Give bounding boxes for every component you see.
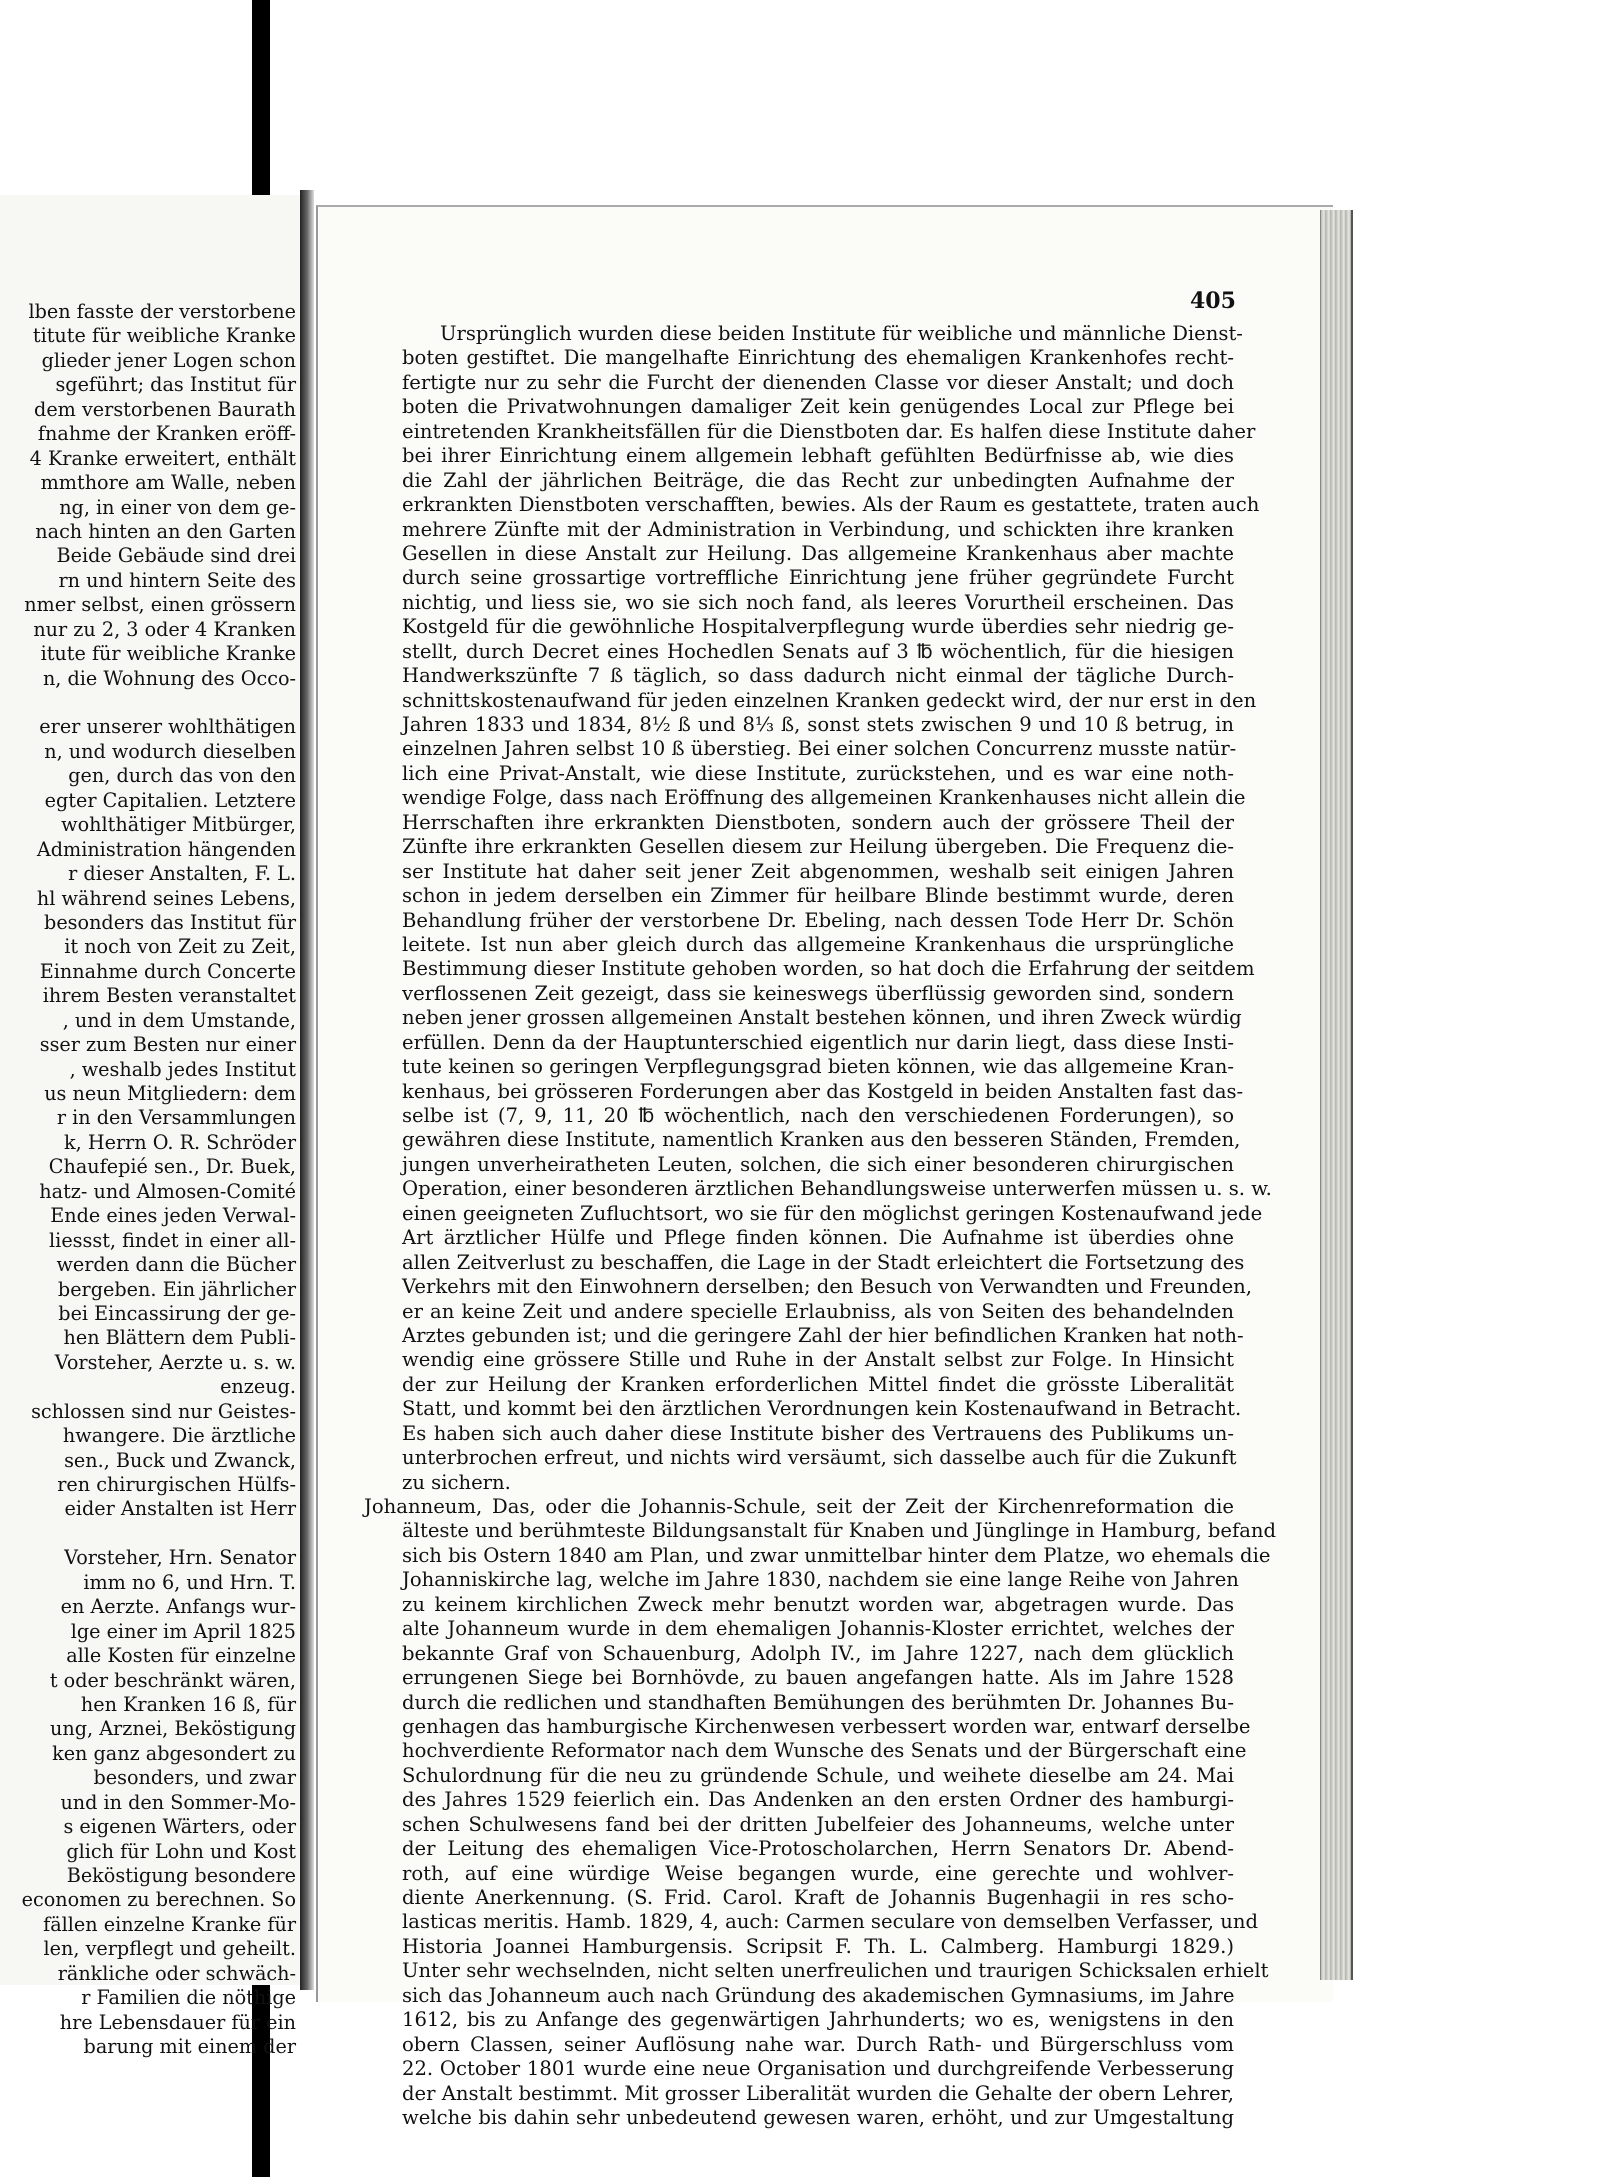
- left-page-line: imm no 6, und Hrn. T.: [83, 1570, 296, 1594]
- text-line: verflossenen Zeit gezeigt, dass sie keineswegs überflüssig geworden sind, sondern: [402, 981, 1234, 1005]
- left-page-line: eider Anstalten ist Herr: [64, 1497, 296, 1521]
- text-line: einzelnen Jahren selbst 10 ß überstieg. Bei einer solchen Concurrenz musste natür-: [402, 737, 1237, 761]
- left-page-line: Vorsteher, Hrn. Senator: [64, 1546, 296, 1570]
- text-line: schon in jedem derselben ein Zimmer für heilbare Blinde bestimmt wurde, deren: [402, 884, 1234, 908]
- left-page-line: alle Kosten für einzelne: [66, 1644, 296, 1668]
- text-line: erfüllen. Denn da der Hauptunterschied eigentlich nur darin liegt, dass diese Insti-: [402, 1030, 1234, 1054]
- left-page-line: titute für weibliche Kranke: [32, 324, 296, 348]
- text-line: des Jahres 1529 feierlich ein. Das Andenken an den ersten Ordner des hamburgi-: [402, 1788, 1234, 1812]
- left-page: [0, 195, 302, 2059]
- text-line: Arztes gebunden ist; und die geringere Zahl der hier befindlichen Kranken hat noth-: [402, 1323, 1244, 1347]
- text-line: schnittskostenaufwand für jeden einzelnen Kranken gedeckt wird, der nur erst in den: [402, 688, 1257, 712]
- text-line: durch die redlichen und standhaften Bemühungen des berühmten Dr. Johannes Bu-: [402, 1690, 1234, 1714]
- text-line: Johanniskirche lag, welche im Jahre 1830, nachdem sie eine lange Reihe von Jahren: [402, 1568, 1239, 1592]
- text-line: der zur Heilung der Kranken erforderlichen Mittel findet die grösste Liberalität: [402, 1372, 1234, 1396]
- text-line: älteste und berühmteste Bildungsanstalt für Knaben und Jünglinge in Hamburg, befand: [402, 1519, 1277, 1543]
- left-page-line: ng, in einer von dem ge-: [59, 495, 296, 519]
- text-line: 22. October 1801 wurde eine neue Organisation und durchgreifende Verbesserung: [402, 2057, 1234, 2081]
- left-page-line: itute für weibliche Kranke: [40, 642, 296, 666]
- text-line: Verkehrs mit den Einwohnern derselben; den Besuch von Verwandten und Freunden,: [402, 1275, 1253, 1299]
- text-line: schen Schulwesens fand bei der dritten Jubelfeier des Johanneums, welche unter: [402, 1812, 1234, 1836]
- left-page-line: s eigenen Wärters, oder: [63, 1815, 296, 1839]
- left-page-line: n, die Wohnung des Occo-: [42, 666, 296, 690]
- text-line: zu keinem kirchlichen Zweck mehr benutzt worden war, abgetragen wurde. Das: [402, 1592, 1234, 1616]
- left-page-line: lge einer im April 1825: [70, 1619, 296, 1643]
- text-line: diente Anerkennung. (S. Frid. Carol. Kraft de Johannis Bugenhagii in res scho-: [402, 1886, 1234, 1909]
- left-page-line: Ende eines jeden Verwal-: [50, 1204, 296, 1228]
- left-page-line: erer unserer wohlthätigen: [39, 715, 296, 739]
- left-page-line: hl während seines Lebens,: [36, 886, 296, 910]
- text-line: Behandlung früher der verstorbene Dr. Ebeling, nach dessen Tode Herr Dr. Schön: [402, 908, 1234, 932]
- left-page-line: Chaufepié sen., Dr. Buek,: [48, 1155, 296, 1179]
- text-line: genhagen das hamburgische Kirchenwesen verbessert worden war, entwarf derselbe: [402, 1714, 1251, 1738]
- left-page-line: besonders das Institut für: [44, 910, 296, 934]
- text-line: jungen unverheiratheten Leuten, solchen, die sich einer besonderen chirurgischen: [402, 1152, 1234, 1176]
- text-line: lich eine Privat-Anstalt, wie diese Institute, zurückstehen, und es war eine noth-: [402, 761, 1234, 785]
- text-line: Operation, einer besonderen ärztlichen Behandlungsweise unterwerfen müssen u. s. w.: [402, 1177, 1272, 1201]
- left-page-line: [0, 1522, 296, 1546]
- left-page-line: sser zum Besten nur einer: [39, 1033, 296, 1057]
- left-page-line: len, verpflegt und geheilt.: [43, 1937, 296, 1961]
- left-page-line: rn und hintern Seite des: [58, 568, 296, 592]
- left-page-line: hen Kranken 16 ß, für: [80, 1692, 296, 1716]
- left-page-line: , und in dem Umstande,: [62, 1008, 296, 1032]
- text-line: ser Institute hat daher seit jener Zeit abgenommen, weshalb seit einigen Jahren: [402, 859, 1234, 883]
- text-line: eintretenden Krankheitsfällen für die Dienstboten dar. Es halfen diese Institute daher: [402, 419, 1256, 443]
- left-page-line: Administration hängenden: [36, 837, 296, 861]
- text-line: Johanneum, Das, oder die Johannis-Schule, seit der Zeit der Kirchenreformation die: [364, 1495, 1234, 1518]
- text-line: Zünfte ihre erkrankten Gesellen diesem zur Heilung übergeben. Die Frequenz die-: [402, 835, 1234, 859]
- text-line: selbe ist (7, 9, 11, 20 ℔ wöchentlich, nach den verschiedenen Forderungen), so: [402, 1104, 1234, 1127]
- text-line: Bestimmung dieser Institute gehoben worden, so hat doch die Erfahrung der seitdem: [402, 957, 1255, 981]
- main-text-column: [364, 322, 1277, 2130]
- text-line: Schulordnung für die neu zu gründende Schule, und weihete dieselbe am 24. Mai: [402, 1763, 1234, 1787]
- text-line: Herrschaften ihre erkrankten Dienstboten, sondern auch der grössere Theil der: [402, 810, 1234, 834]
- text-line: tute keinen so geringen Verpflegungsgrad bieten können, wie das allgemeine Kran-: [402, 1055, 1234, 1079]
- text-line: obern Classen, seiner Auflösung nahe war. Durch Rath- und Bürgerschluss vom: [402, 2032, 1234, 2056]
- text-line: allen Zeitverlust zu beschaffen, die Lage in der Stadt erleichtert die Fortsetzung des: [402, 1250, 1245, 1274]
- left-page-line: hatz- und Almosen-Comité: [39, 1179, 296, 1203]
- text-line: neben jener grossen allgemeinen Anstalt bestehen können, und ihren Zweck würdig: [402, 1006, 1242, 1030]
- left-page-line: sen., Buck und Zwanck,: [64, 1448, 296, 1472]
- book-gutter: [300, 190, 314, 1990]
- left-page-line: en Aerzte. Anfangs wur-: [60, 1595, 296, 1619]
- left-page-line: nur zu 2, 3 oder 4 Kranken: [33, 617, 296, 641]
- left-page-line: r Familien die nöthige: [81, 1986, 296, 2010]
- text-line: nichtig, und liess sie, wo sie sich noch fand, als leeres Vorurtheil erscheinen. Das: [402, 590, 1234, 614]
- text-line: zu sichern.: [402, 1470, 511, 1494]
- left-page-line: k, Herrn O. R. Schröder: [64, 1130, 296, 1154]
- text-line: Ursprünglich wurden diese beiden Institute für weibliche und männliche Dienst-: [440, 322, 1243, 345]
- text-line: bekannte Graf von Schauenburg, Adolph IV., im Jahre 1227, nach dem glücklich: [402, 1641, 1234, 1665]
- left-page-line: Beköstigung besondere: [66, 1864, 296, 1887]
- text-line: boten die Privatwohnungen damaliger Zeit kein genügendes Local zur Pflege bei: [402, 395, 1234, 419]
- left-page-line: nmer selbst, einen grössern: [24, 593, 296, 617]
- text-line: Unter sehr wechselnden, nicht selten unerfreulichen und traurigen Schicksalen erhielt: [402, 1959, 1269, 1983]
- text-line: erkrankten Dienstboten verschafften, bewies. Als der Raum es gestattete, traten auch: [402, 493, 1260, 517]
- text-line: Historia Joannei Hamburgensis. Scripsit F. Th. L. Calmberg. Hamburgi 1829.): [402, 1934, 1234, 1958]
- text-line: Es haben sich auch daher diese Institute bisher des Vertrauens des Publikums un-: [402, 1421, 1234, 1445]
- left-page-line: nach hinten an den Garten: [35, 519, 296, 543]
- text-line: gewähren diese Institute, namentlich Kranken aus den besseren Ständen, Fremden,: [402, 1128, 1241, 1152]
- left-page-line: us neun Mitgliedern: dem: [44, 1082, 296, 1105]
- text-line: boten gestiftet. Die mangelhafte Einrichtung des ehemaligen Krankenhofes recht-: [402, 346, 1234, 370]
- text-line: Art ärztlicher Hülfe und Pflege finden können. Die Aufnahme ist überdies ohne: [402, 1226, 1234, 1250]
- left-page-line: lben fasste der verstorbene: [28, 300, 296, 323]
- text-line: mehrere Zünfte mit der Administration in Verbindung, und schickten ihre kranken: [402, 517, 1234, 541]
- text-line: leitete. Ist nun aber gleich durch das allgemeine Krankenhaus die ursprüngliche: [402, 932, 1234, 956]
- left-page-line: fällen einzelne Kranke für: [43, 1912, 296, 1936]
- left-page-line: [0, 691, 296, 715]
- text-line: Gesellen in diese Anstalt zur Heilung. Das allgemeine Krankenhaus aber machte: [402, 541, 1234, 565]
- left-page-line: besonders, und zwar: [93, 1766, 296, 1790]
- left-page-line: egter Capitalien. Letztere: [44, 788, 296, 812]
- left-page-line: glich für Lohn und Kost: [66, 1839, 296, 1863]
- text-line: alte Johanneum wurde in dem ehemaligen Johannis-Kloster errichtet, welches der: [402, 1617, 1234, 1641]
- text-line: der Anstalt bestimmt. Mit grosser Liberalität wurden die Gehalte der obern Lehrer,: [402, 2081, 1234, 2105]
- text-line: hochverdiente Reformator nach dem Wunsche des Senats und der Bürgerschaft eine: [402, 1739, 1247, 1763]
- text-line: bei ihrer Einrichtung einem allgemein lebhaft gefühlten Bedürfnisse ab, wie dies: [402, 444, 1234, 468]
- text-line: kenhaus, bei grösseren Forderungen aber das Kostgeld in beiden Anstalten fast das-: [402, 1079, 1244, 1103]
- left-page-line: ren chirurgischen Hülfs-: [57, 1473, 296, 1496]
- text-line: sich bis Ostern 1840 am Plan, und zwar unmittelbar hinter dem Platze, wo ehemals die: [402, 1543, 1271, 1567]
- left-page-line: liessst, findet in einer all-: [49, 1228, 296, 1252]
- left-page-line: ken ganz abgesondert zu: [52, 1741, 296, 1765]
- left-page-line: it noch von Zeit zu Zeit,: [64, 935, 296, 959]
- left-page-line: enzeug.: [220, 1375, 296, 1399]
- left-page-line: hre Lebensdauer für ein: [59, 2010, 296, 2034]
- text-line: unterbrochen erfreut, und nichts wird versäumt, sich dasselbe auch für die Zukunft: [402, 1446, 1237, 1470]
- text-line: der Leitung des ehemaligen Vice-Protoscholarchen, Herrn Senators Dr. Abend-: [402, 1837, 1234, 1861]
- page-number: 405: [1190, 288, 1236, 314]
- text-line: wendige Folge, dass nach Eröffnung des allgemeinen Krankenhauses nicht allein die: [402, 786, 1246, 810]
- left-page-text: [0, 300, 296, 2060]
- left-page-line: economen zu berechnen. So: [21, 1888, 296, 1912]
- left-page-line: werden dann die Bücher: [56, 1253, 296, 1277]
- left-page-line: barung mit einem der: [83, 2035, 296, 2059]
- text-line: welche bis dahin sehr unbedeutend gewesen waren, erhöht, und zur Umgestaltung: [402, 2105, 1234, 2129]
- left-page-line: gen, durch das von den: [68, 764, 296, 788]
- left-page-line: Beide Gebäude sind drei: [56, 544, 296, 568]
- left-page-line: n, und wodurch dieselben: [44, 739, 296, 763]
- text-line: fertigte nur zu sehr die Furcht der dienenden Classe vor dieser Anstalt; und doch: [402, 370, 1234, 394]
- left-page-line: 4 Kranke erweitert, enthält: [29, 446, 296, 470]
- left-page-line: Vorsteher, Aerzte u. s. w.: [54, 1350, 296, 1374]
- text-line: er an keine Zeit und andere specielle Erlaubniss, als von Seiten des behandelnden: [402, 1299, 1234, 1323]
- left-page-line: , weshalb jedes Institut: [69, 1057, 296, 1081]
- left-page-line: bei Eincassirung der ge-: [58, 1301, 296, 1325]
- left-page-line: t oder beschränkt wären,: [49, 1668, 296, 1692]
- text-line: Kostgeld für die gewöhnliche Hospitalverpflegung wurde überdies sehr niedrig ge-: [402, 615, 1234, 639]
- text-line: durch seine grossartige vortreffliche Einrichtung jene früher gegründete Furcht: [402, 566, 1234, 590]
- left-page-line: dem verstorbenen Baurath: [34, 397, 296, 421]
- left-page-line: wohlthätiger Mitbürger,: [61, 813, 296, 837]
- left-page-line: und in den Sommer-Mo-: [60, 1790, 296, 1814]
- left-page-line: ränkliche oder schwäch-: [57, 1961, 296, 1985]
- left-page-line: bergeben. Ein jährlicher: [57, 1277, 296, 1301]
- left-page-line: r in den Versammlungen: [56, 1106, 296, 1130]
- text-line: Statt, und kommt bei den ärztlichen Verordnungen kein Kostenaufwand in Betracht.: [402, 1397, 1242, 1421]
- text-line: Jahren 1833 und 1834, 8½ ß und 8⅓ ß, sonst stets zwischen 9 und 10 ß betrug, in: [402, 713, 1234, 736]
- left-page-line: fnahme der Kranken eröff-: [37, 422, 296, 446]
- left-page-line: ihrem Besten veranstaltet: [42, 984, 296, 1008]
- frame-bar-top: [252, 0, 270, 215]
- text-line: errungenen Siege bei Bornhövde, zu bauen angefangen hatte. Als im Jahre 1528: [402, 1666, 1234, 1690]
- left-page-line: mmthore am Walle, neben: [40, 471, 296, 495]
- left-page-line: schlossen sind nur Geistes-: [31, 1399, 296, 1423]
- text-line: Handwerkszünfte 7 ß täglich, so dass dadurch nicht einmal der tägliche Durch-: [402, 664, 1234, 688]
- text-line: roth, auf eine würdige Weise begangen wurde, eine gerechte und wohlver-: [402, 1861, 1234, 1885]
- text-line: sich das Johanneum auch nach Gründung des akademischen Gymnasiums, im Jahre: [402, 1983, 1235, 2007]
- text-line: wendig eine grössere Stille und Ruhe in der Anstalt selbst zur Folge. In Hinsicht: [402, 1348, 1234, 1372]
- text-line: einen geeigneten Zufluchtsort, wo sie für den möglichst geringen Kostenaufwand jede: [402, 1201, 1263, 1225]
- left-page-line: r dieser Anstalten, F. L.: [68, 862, 296, 886]
- left-page-line: hwangere. Die ärztliche: [62, 1424, 296, 1448]
- text-line: 1612, bis zu Anfange des gegenwärtigen Jahrhunderts; wo es, wenigstens in den: [402, 2008, 1234, 2032]
- page-edges: [1320, 210, 1353, 1980]
- left-page-line: ung, Arznei, Beköstigung: [50, 1717, 296, 1741]
- left-page-line: sgeführt; das Institut für: [55, 373, 296, 397]
- text-line: die Zahl der jährlichen Beiträge, die das Recht zur unbedingten Aufnahme der: [402, 468, 1234, 492]
- text-line: lasticas meritis. Hamb. 1829, 4, auch: Carmen seculare von demselben Verfasser, und: [402, 1910, 1259, 1934]
- text-line: stellt, durch Decret eines Hochedlen Senats auf 3 ℔ wöchentlich, für die hiesigen: [402, 639, 1234, 663]
- left-page-line: hen Blättern dem Publi-: [63, 1326, 296, 1350]
- left-page-line: glieder jener Logen schon: [41, 348, 296, 372]
- left-page-line: Einnahme durch Concerte: [39, 959, 296, 983]
